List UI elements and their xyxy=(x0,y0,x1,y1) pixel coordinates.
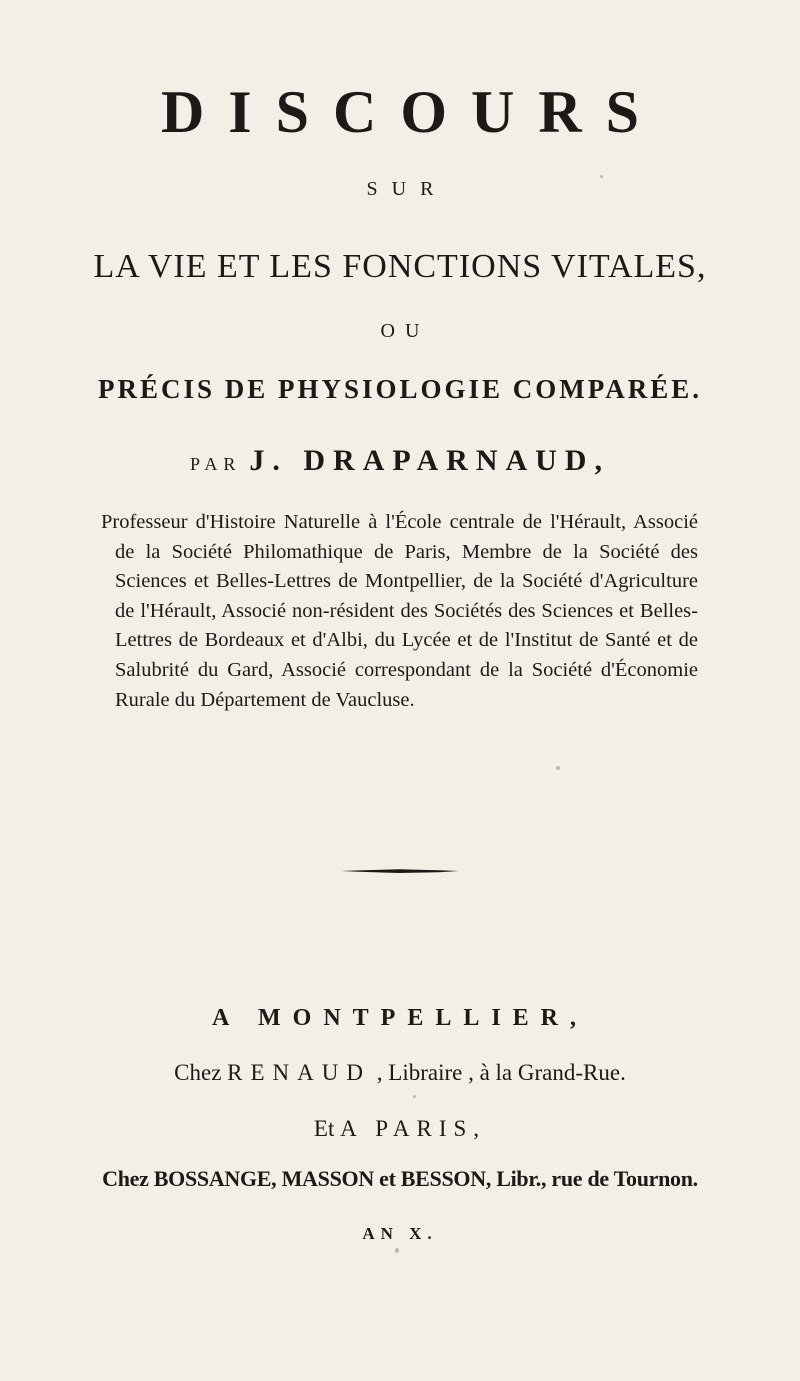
paper-speck xyxy=(556,766,560,770)
subtitle-vie-fonctions: LA VIE ET LES FONCTIONS VITALES, xyxy=(93,248,707,285)
paper-speck xyxy=(413,1095,416,1098)
imprint-city: A MONTPELLIER, xyxy=(211,1005,589,1031)
imprint-line-bossange: Chez BOSSANGE, MASSON et BESSON, Libr., rue de Tournon. xyxy=(102,1166,698,1191)
author-line xyxy=(0,444,800,478)
author-par: PAR xyxy=(190,454,242,474)
subtitle-precis: PRÉCIS DE PHYSIOLOGIE COMPARÉE. xyxy=(97,374,703,404)
imprint-line-paris xyxy=(0,1116,800,1142)
imprint-publisher-name: RENAUD xyxy=(227,1060,372,1085)
paper-speck xyxy=(395,1248,399,1253)
imprint-year: AN X. xyxy=(362,1224,438,1243)
paper-speck xyxy=(600,175,603,178)
title-ou: OU xyxy=(380,320,430,342)
imprint-line1-prefix: Chez xyxy=(174,1060,222,1085)
imprint-line2-prefix: Et xyxy=(313,1116,335,1141)
title-sur: SUR xyxy=(366,178,448,200)
imprint-line1-suffix: , Libraire , à la Grand-Rue. xyxy=(376,1060,626,1085)
printer-rule-ornament xyxy=(339,868,461,874)
imprint-line-renaud xyxy=(0,1060,800,1086)
author-credentials: Professeur d'Histoire Naturelle à l'École centrale de l'Hérault, Associé de la Société Philomathique de Paris, Membre de la Société des Sciences et Belles-Lettres de Montpellier, de la Société d'Agriculture de l'Hérault, Associé non-résident des Sociétés des Sciences et Belles-Lettres de Bordeaux et d'Albi, du Lycée et de l'Institut de Santé et de Salubrité du Gard, Associé correspondant de la Société d'Économie Rurale du Département de Vaucluse. xyxy=(101,511,698,711)
title-main: DISCOURS xyxy=(160,79,664,145)
imprint-paris: A PARIS, xyxy=(340,1116,487,1141)
author-name: J. DRAPARNAUD, xyxy=(249,444,610,477)
